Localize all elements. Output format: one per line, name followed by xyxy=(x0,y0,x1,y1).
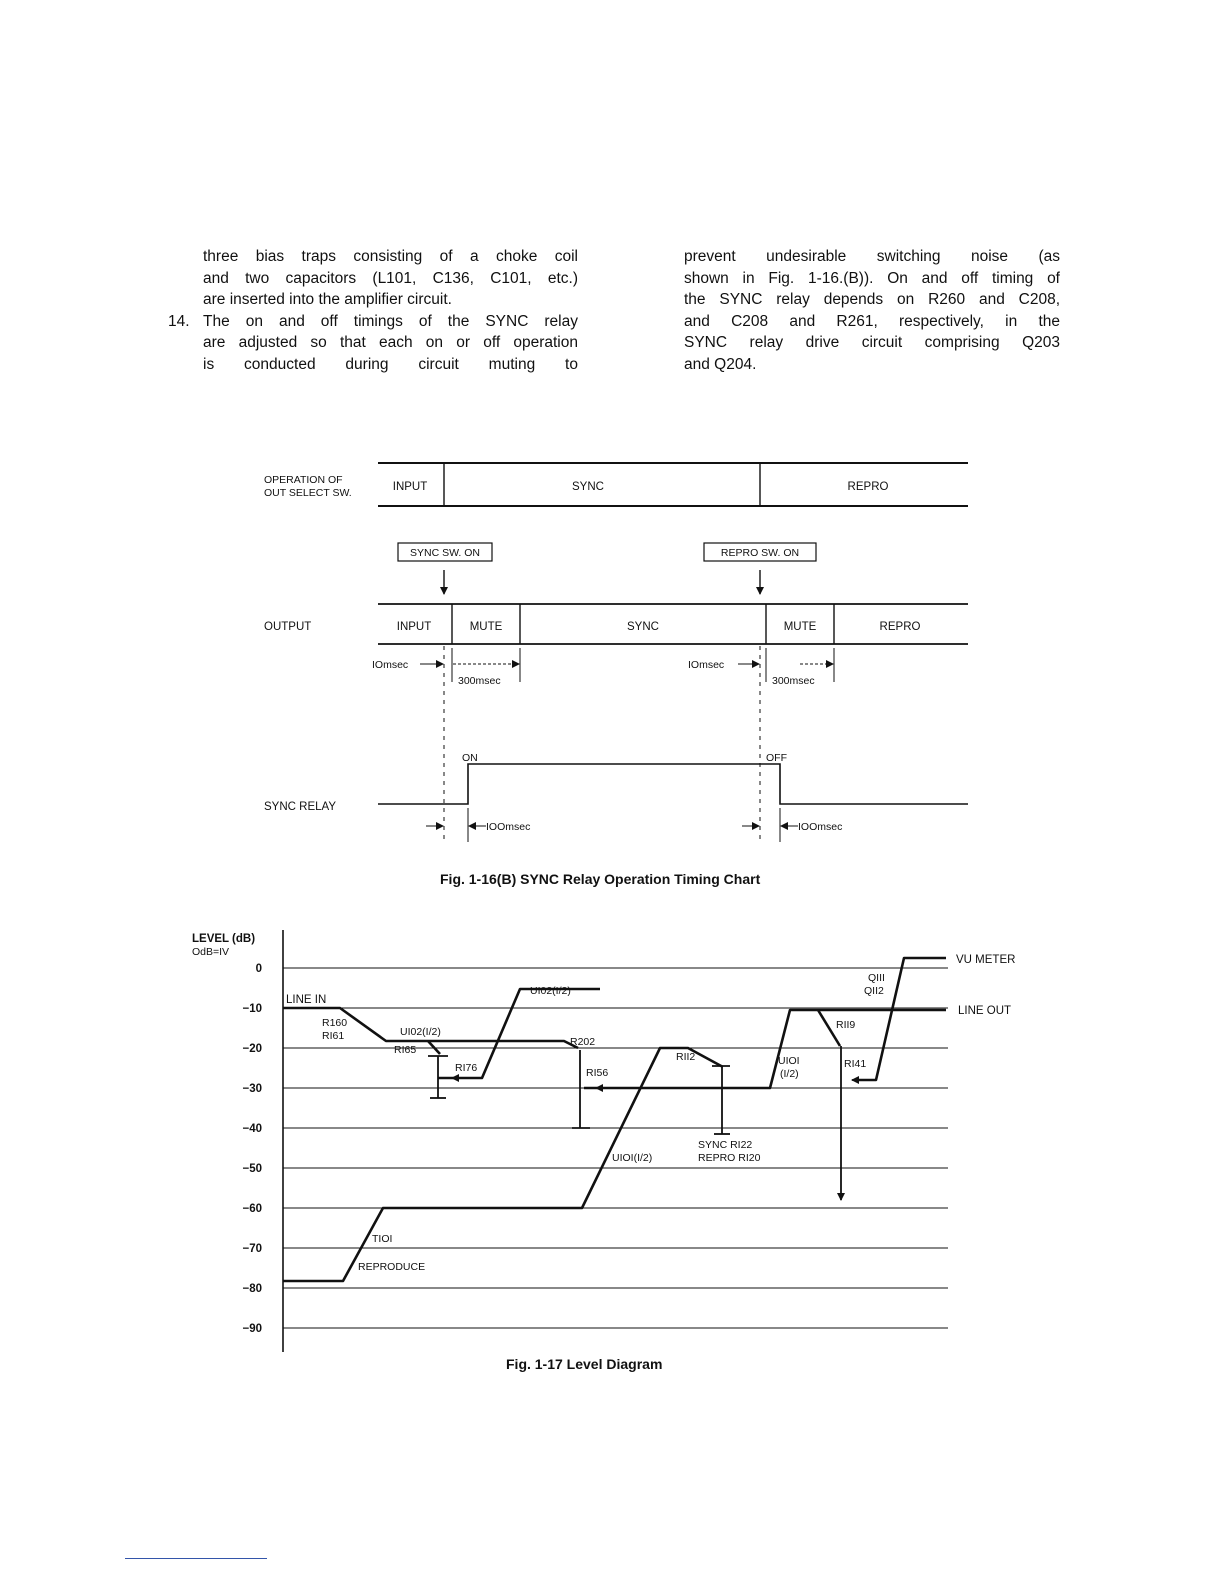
level-diagram-labels xyxy=(192,933,1015,1335)
row1-label-1: OPERATION OF xyxy=(264,474,343,486)
label-q111: QIII xyxy=(868,972,885,984)
label-repro-r120: REPRO RI20 xyxy=(698,1152,761,1164)
label-r160: R160 xyxy=(322,1017,348,1029)
tick-label: −40 xyxy=(242,1123,262,1135)
on-label: ON xyxy=(462,752,478,764)
out-seg-input: INPUT xyxy=(396,621,432,633)
sync-sw-on-label: SYNC SW. ON xyxy=(409,547,481,559)
label-r176: RI76 xyxy=(455,1062,478,1074)
row1-label-2: OUT SELECT SW. xyxy=(264,487,352,499)
label-r202: R202 xyxy=(570,1036,596,1048)
out-seg-mute: MUTE xyxy=(469,621,503,633)
tick-label: −70 xyxy=(242,1243,262,1255)
tick-label: −90 xyxy=(242,1323,262,1335)
axis-title-2: OdB=IV xyxy=(192,946,230,958)
t10ms-2: IOmsec xyxy=(688,659,725,671)
output-label: OUTPUT xyxy=(264,621,312,633)
timing-chart xyxy=(378,463,968,842)
label-r119: RII9 xyxy=(836,1019,856,1031)
seg-repro: REPRO xyxy=(847,481,889,493)
label-line-in: LINE IN xyxy=(286,994,327,1006)
label-r165: RI65 xyxy=(394,1044,417,1056)
t300ms-1: 300msec xyxy=(458,675,501,687)
text-line: three bias traps consisting of a choke coil xyxy=(203,248,578,265)
label-r112: RII2 xyxy=(676,1051,696,1063)
tick-label: −20 xyxy=(242,1043,262,1055)
timing-chart-labels xyxy=(264,474,920,833)
tick-label: −10 xyxy=(242,1003,262,1015)
text-line: are inserted into the amplifier circuit. xyxy=(203,291,452,309)
label-r141: RI41 xyxy=(844,1058,867,1070)
tick-label: −60 xyxy=(242,1203,262,1215)
seg-sync: SYNC xyxy=(572,481,604,493)
sync-relay-label: SYNC RELAY xyxy=(264,801,337,813)
off-label: OFF xyxy=(766,752,787,764)
label-t101: TIOI xyxy=(372,1233,393,1245)
label-q112: QII2 xyxy=(864,985,884,997)
text-line: are adjusted so that each on or off operation xyxy=(203,334,578,352)
label-u101: UIOI(I/2) xyxy=(612,1152,653,1164)
label-u102: UI02(I/2) xyxy=(400,1026,441,1038)
tick-label: 0 xyxy=(255,963,262,975)
text-line: and C208 and R261, respectively, in the xyxy=(684,312,1060,330)
label-u102: UI02(I/2) xyxy=(530,985,571,997)
label-reproduce: REPRODUCE xyxy=(358,1261,426,1273)
level-diagram-caption: Fig. 1-17 Level Diagram xyxy=(506,1356,663,1372)
text-line: shown in Fig. 1-16.(B)). On and off timing of xyxy=(684,269,1060,287)
tick-label: −50 xyxy=(242,1163,262,1175)
text-line: is conducted during circuit muting to xyxy=(203,355,578,373)
t100ms-2: IOOmsec xyxy=(798,821,843,833)
label-u101: UIOI xyxy=(778,1055,800,1067)
text-line: and two capacitors (L101, C136, C101, etc.) xyxy=(203,269,578,287)
timing-chart-caption: Fig. 1-16(B) SYNC Relay Operation Timing Chart xyxy=(440,871,761,887)
text-line: and Q204. xyxy=(684,355,757,373)
tick-label: −30 xyxy=(242,1083,262,1095)
seg-input: INPUT xyxy=(392,481,428,493)
out-seg-sync: SYNC xyxy=(627,621,659,633)
text-line: the SYNC relay depends on R260 and C208, xyxy=(684,291,1060,309)
t10ms-1: IOmsec xyxy=(372,659,409,671)
label-sync-r122: SYNC RI22 xyxy=(698,1139,753,1151)
out-seg-mute: MUTE xyxy=(783,621,817,633)
level-diagram xyxy=(283,930,948,1352)
t100ms-1: IOOmsec xyxy=(486,821,531,833)
out-seg-repro: REPRO xyxy=(879,621,921,633)
axis-title-1: LEVEL (dB) xyxy=(192,933,256,945)
label-r161: RI61 xyxy=(322,1030,345,1042)
repro-sw-on-label: REPRO SW. ON xyxy=(720,547,800,559)
label-vu-meter: VU METER xyxy=(956,954,1016,966)
text-line: The on and off timings of the SYNC relay xyxy=(203,312,578,330)
text-line: prevent undesirable switching noise (as xyxy=(684,248,1060,265)
footnote-rule xyxy=(125,1558,267,1559)
label-u101: (I/2) xyxy=(780,1068,799,1080)
tick-label: −80 xyxy=(242,1283,262,1295)
label-r156: RI56 xyxy=(586,1067,609,1079)
text-line: SYNC relay drive circuit comprising Q203 xyxy=(684,334,1060,352)
item-number: 14. xyxy=(168,312,190,330)
label-line-out: LINE OUT xyxy=(958,1005,1012,1017)
t300ms-2: 300msec xyxy=(772,675,815,687)
